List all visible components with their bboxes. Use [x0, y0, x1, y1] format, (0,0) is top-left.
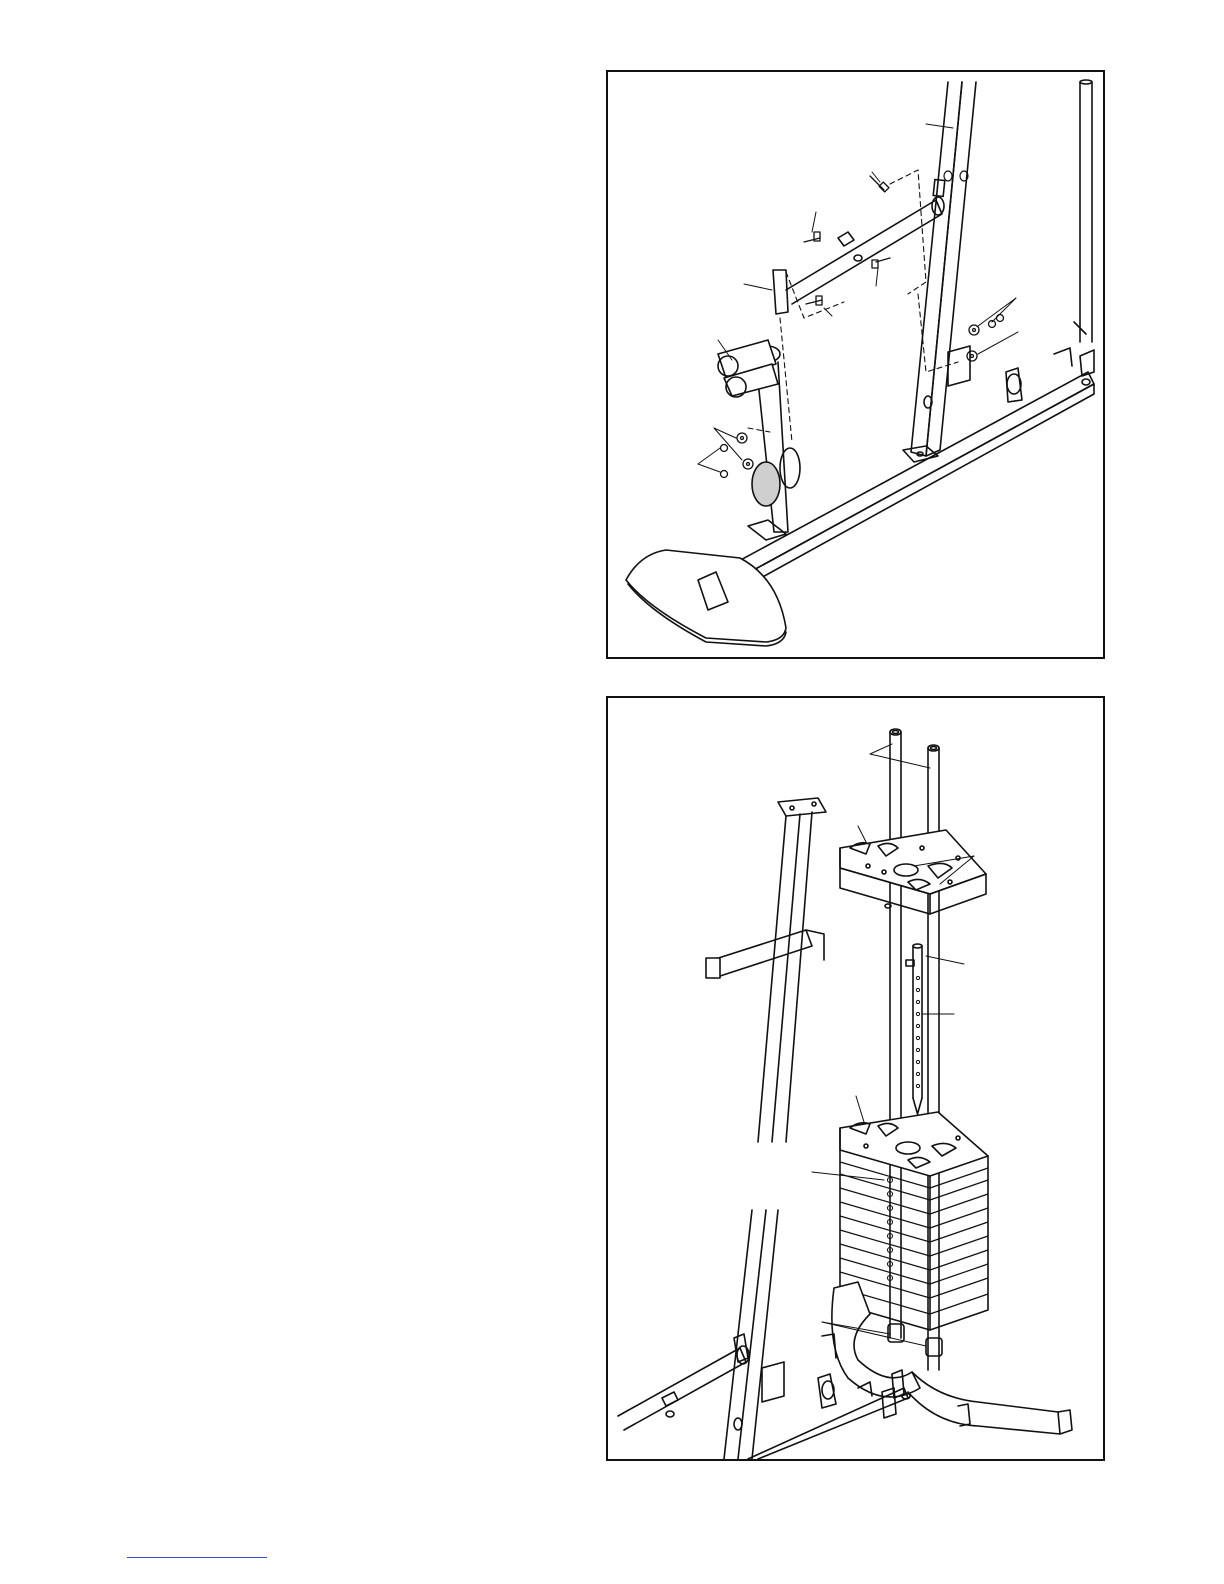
alignment-lines	[748, 170, 958, 442]
rear-bracket	[948, 346, 1094, 402]
front-leg	[718, 340, 800, 540]
upright-frame	[706, 798, 826, 1459]
footer-rule	[127, 1557, 267, 1558]
top-plate	[840, 830, 986, 914]
guide-rods	[890, 729, 939, 1370]
frame-assembly-figure	[606, 70, 1105, 659]
leader-lines	[698, 124, 1018, 472]
washers-nuts	[721, 315, 1004, 478]
foot-plate	[626, 550, 786, 646]
rear-rod	[1074, 80, 1092, 342]
frame-assembly-drawing	[608, 72, 1103, 657]
selector-rod	[906, 944, 922, 1114]
upright-frame	[903, 82, 976, 462]
weight-stack-drawing	[608, 698, 1103, 1459]
weight-stack-figure	[606, 696, 1105, 1461]
bolts	[804, 176, 890, 305]
